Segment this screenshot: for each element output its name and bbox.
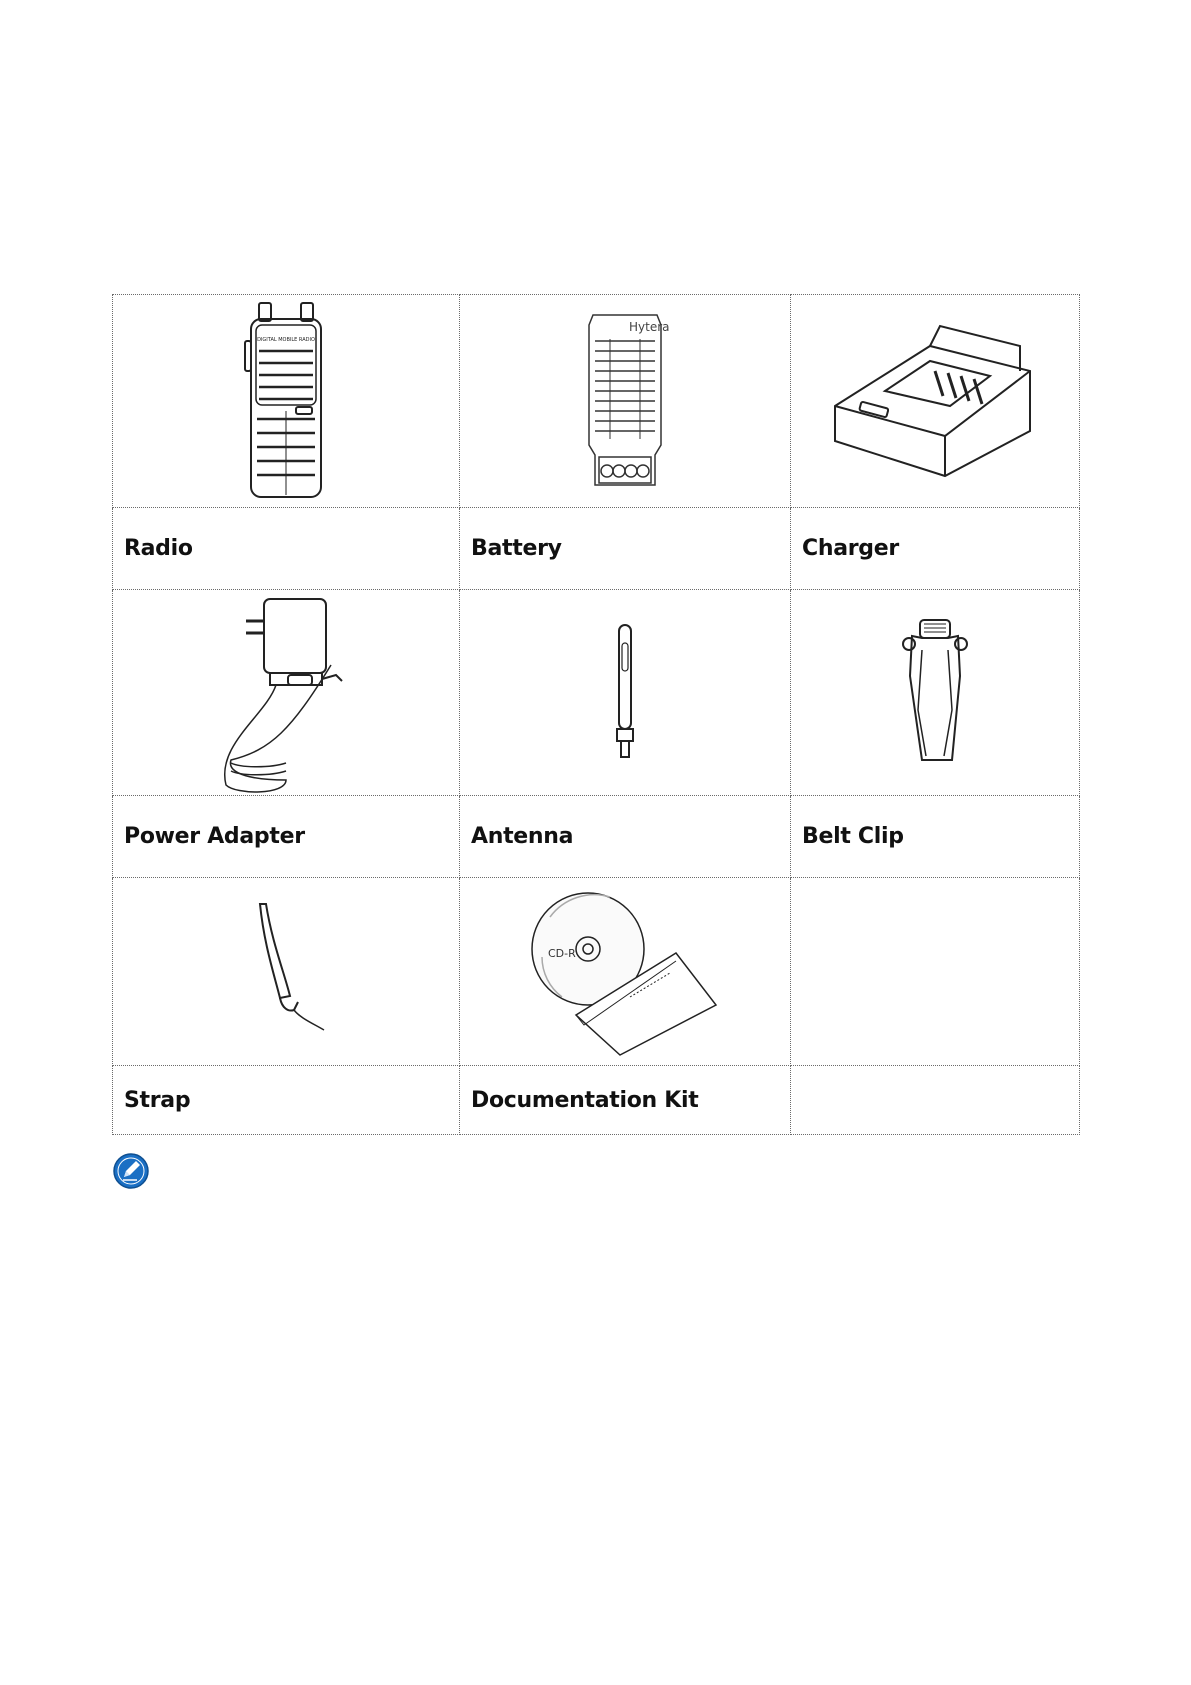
item-label-empty [791, 1088, 802, 1113]
documentation-kit-image-cell [460, 878, 791, 1066]
empty-image-cell [791, 878, 1080, 1066]
antenna-label-cell [460, 796, 791, 878]
battery-icon [585, 311, 670, 491]
label-row [113, 796, 1080, 878]
label-row [113, 1066, 1080, 1135]
documentation-kit-icon [530, 887, 720, 1057]
battery-label-cell [460, 508, 791, 590]
item-label-radio: Radio [124, 536, 193, 561]
power-adapter-label-cell [113, 796, 460, 878]
svg-text:DIGITAL MOBILE RADIO: DIGITAL MOBILE RADIO [257, 337, 315, 343]
note-pencil-icon [113, 1153, 149, 1189]
antenna-icon [605, 623, 645, 763]
power-adapter-image-cell [113, 590, 460, 796]
belt-clip-label-cell [791, 796, 1080, 878]
item-label-charger: Charger [802, 536, 899, 561]
image-row [113, 295, 1080, 508]
label-row [113, 508, 1080, 590]
strap-icon [246, 902, 326, 1042]
antenna-image-cell [460, 590, 791, 796]
item-label-antenna: Antenna [471, 824, 574, 849]
item-label-battery: Battery [471, 536, 562, 561]
empty-label-cell [791, 1066, 1080, 1135]
strap-label-cell [113, 1066, 460, 1135]
disc-label: CD-R [548, 946, 576, 960]
image-row [113, 590, 1080, 796]
packing-list-table [112, 294, 1080, 1135]
item-label-strap: Strap [124, 1087, 191, 1113]
battery-image-cell [460, 295, 791, 508]
item-label-belt-clip: Belt Clip [802, 824, 904, 849]
radio-icon [241, 301, 331, 501]
charger-icon [830, 321, 1040, 481]
radio-image-cell [113, 295, 460, 508]
power-adapter-icon [206, 593, 366, 793]
belt-clip-image-cell [791, 590, 1080, 796]
image-row [113, 878, 1080, 1066]
belt-clip-icon [900, 618, 970, 768]
battery-brand-text: Hytera [629, 320, 670, 334]
documentation-kit-label-cell [460, 1066, 791, 1135]
strap-image-cell [113, 878, 460, 1066]
charger-label-cell [791, 508, 1080, 590]
item-label-power-adapter: Power Adapter [124, 824, 305, 849]
charger-image-cell [791, 295, 1080, 508]
item-label-documentation-kit: Documentation Kit [471, 1087, 699, 1113]
radio-label-cell [113, 508, 460, 590]
